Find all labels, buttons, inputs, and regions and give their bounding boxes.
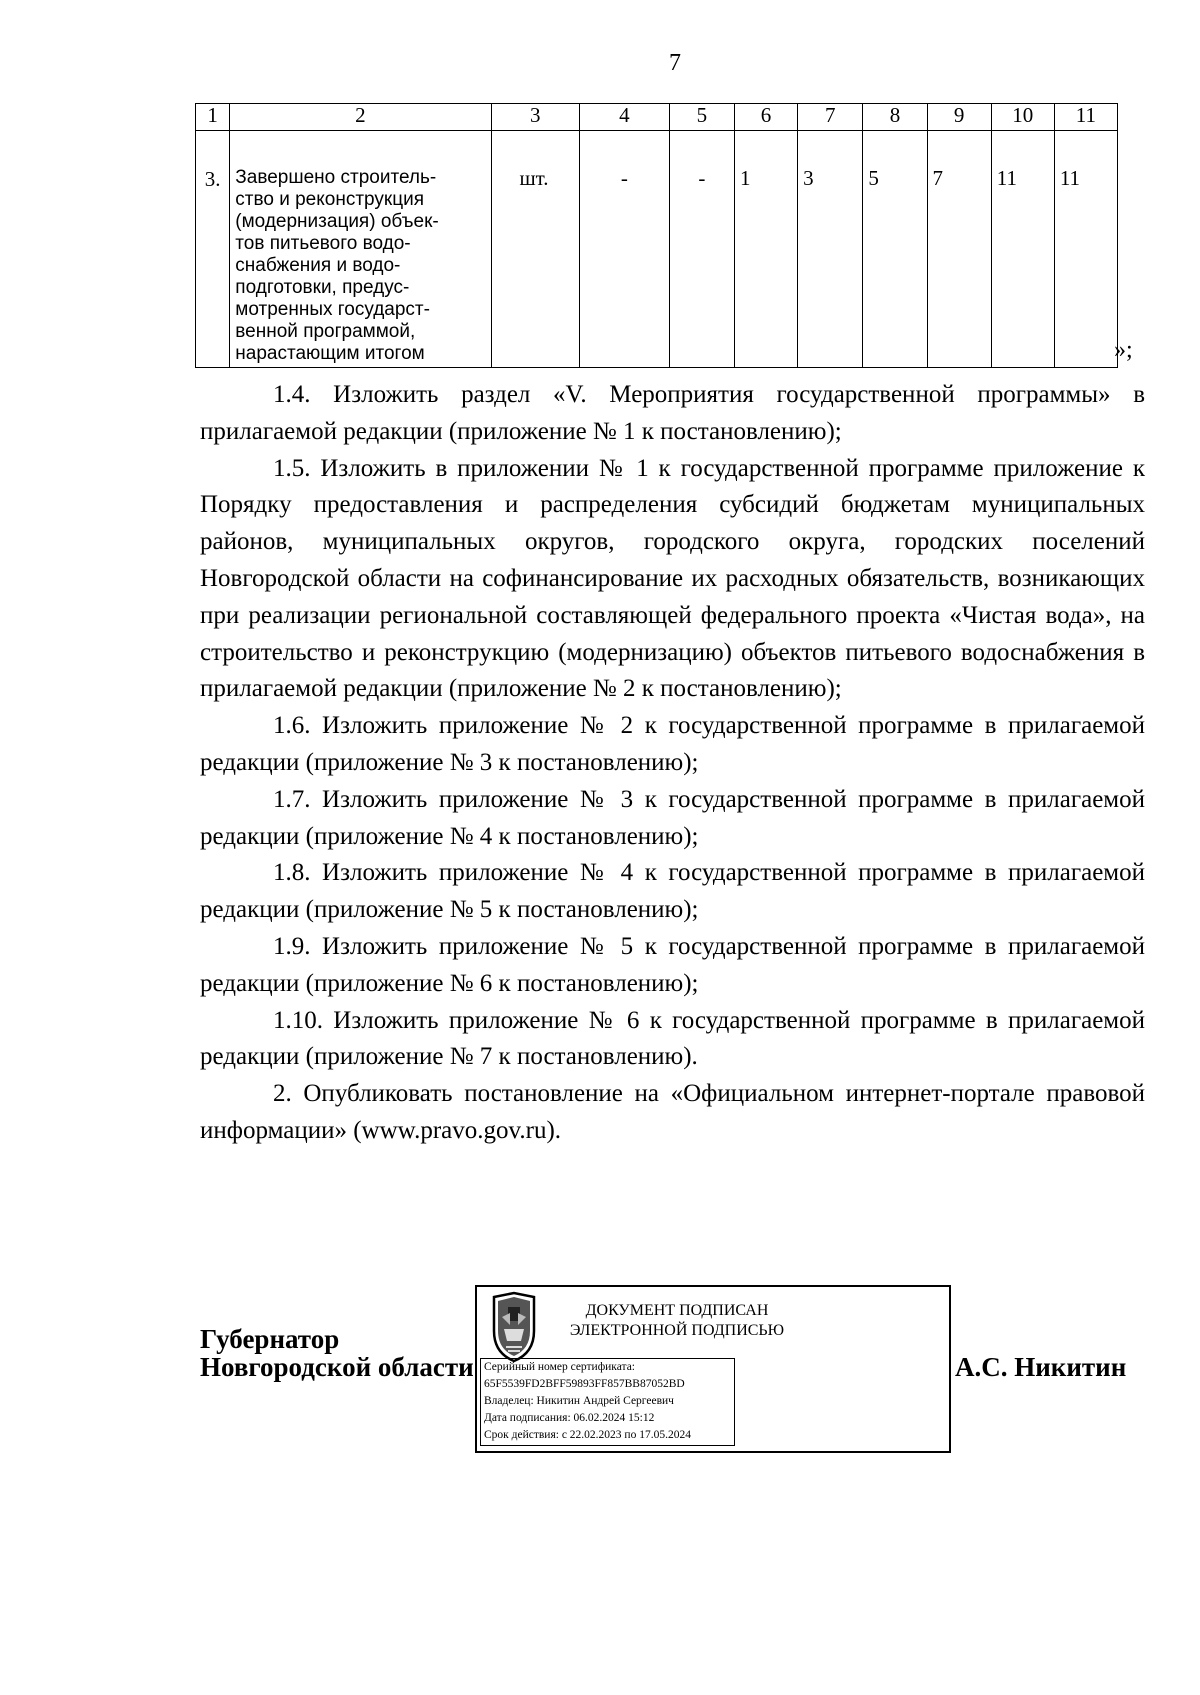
indicator-name-line: мотренных государст- <box>235 299 430 320</box>
stamp-heading <box>557 1301 797 1341</box>
certificate-details <box>480 1358 735 1446</box>
header-cell: 5 <box>669 104 734 131</box>
paragraph-2: 2. Опубликовать постановление на «Официальном интернет-портале правовой информации» (www.pravo.gov.ru). <box>200 1080 1145 1144</box>
indicator-name-line: ство и реконструкция <box>235 189 424 210</box>
page-number: 7 <box>669 50 681 76</box>
electronic-signature-stamp <box>475 1285 951 1453</box>
header-cell: 7 <box>798 104 863 131</box>
header-cell: 3 <box>491 104 580 131</box>
cert-owner: Владелец: Никитин Андрей Сергеевич <box>484 1395 674 1407</box>
signed-date: Дата подписания: 06.02.2024 15:12 <box>484 1412 655 1424</box>
signatory-name: А.С. Никитин <box>955 1352 1127 1382</box>
header-cell: 6 <box>734 104 797 131</box>
header-cell: 8 <box>863 104 927 131</box>
value-cell: 7 <box>927 131 991 368</box>
table-close-quote: »; <box>1114 337 1133 363</box>
coat-of-arms-icon <box>484 1291 544 1363</box>
value-cell: 11 <box>1054 131 1117 368</box>
header-cell: 2 <box>230 104 491 131</box>
paragraph-1-4: 1.4. Изложить раздел «V. Мероприятия государственной программы» в прилагаемой редакции (приложение № 1 к постановлению); <box>200 381 1145 445</box>
indicator-name-line: снабжения и водо- <box>235 255 401 276</box>
unit-cell: шт. <box>491 131 580 368</box>
paragraph-1-10: 1.10. Изложить приложение № 6 к государственной программе в прилагаемой редакции (приложение № 7 к постановлению). <box>200 1006 1145 1071</box>
indicator-name-line: (модернизация) объек- <box>235 211 439 232</box>
value-cell: 11 <box>991 131 1054 368</box>
indicator-name-line: венной программой, <box>235 321 416 342</box>
cert-label: Серийный номер сертификата: <box>484 1361 635 1373</box>
paragraph-1-6: 1.6. Изложить приложение № 2 к государственной программе в прилагаемой редакции (приложение № 3 к постановлению); <box>200 712 1145 776</box>
header-cell: 1 <box>196 104 230 131</box>
row-number: 3. <box>196 131 230 368</box>
paragraph-1-9: 1.9. Изложить приложение № 5 к государственной программе в прилагаемой редакции (приложение № 6 к постановлению); <box>200 932 1145 997</box>
stamp-heading-line: ЭЛЕКТРОННОЙ ПОДПИСЬЮ <box>569 1322 785 1339</box>
header-cell: 11 <box>1054 104 1117 131</box>
header-cell: 10 <box>991 104 1054 131</box>
position-line: Губернатор <box>200 1324 340 1354</box>
paragraph-1-8: 1.8. Изложить приложение № 4 к государственной программе в прилагаемой редакции (приложение № 5 к постановлению); <box>200 859 1145 924</box>
cert-validity: Срок действия: с 22.02.2023 по 17.05.2024 <box>484 1429 691 1441</box>
table-row <box>196 131 1118 368</box>
indicator-table <box>195 103 1118 368</box>
cert-number: 65F5539FD2BFF59893FF857BB87052BD <box>484 1378 685 1390</box>
value-cell: 1 <box>734 131 797 368</box>
value-cell: 3 <box>798 131 863 368</box>
table-header-row <box>196 104 1118 131</box>
indicator-name-line: тов питьевого водо- <box>235 233 411 254</box>
value-cell: - <box>580 131 670 368</box>
value-cell: 5 <box>863 131 927 368</box>
header-cell: 4 <box>580 104 670 131</box>
header-cell: 9 <box>927 104 991 131</box>
paragraph-1-7: 1.7. Изложить приложение № 3 к государственной программе в прилагаемой редакции (приложение № 4 к постановлению); <box>200 785 1145 850</box>
indicator-name <box>230 131 491 368</box>
stamp-heading-line: ДОКУМЕНТ ПОДПИСАН <box>585 1302 769 1319</box>
indicator-name-line: подготовки, предус- <box>235 277 410 298</box>
value-cell: - <box>669 131 734 368</box>
position-line: Новгородской области <box>200 1352 474 1382</box>
indicator-name-line: Завершено строитель- <box>235 167 437 188</box>
paragraph-1-5: 1.5. Изложить в приложении № 1 к государственной программе приложение к Порядку предоставления и распределения субсидий бюджетам муниципальных районов, муниципальных округов, городского округа, городских поселений Новгородской области на софинансирование их расходных обязательств, возникающих при реализации региональной составляющей федерального проекта «Чистая вода», на строительство и реконструкцию (модернизацию) объектов питьевого водоснабжения в прилагаемой редакции (приложение № 2 к постановлению); <box>200 454 1145 703</box>
document-body <box>200 377 1145 1150</box>
signatory-position <box>200 1325 474 1381</box>
indicator-name-line: нарастающим итогом <box>235 343 425 364</box>
